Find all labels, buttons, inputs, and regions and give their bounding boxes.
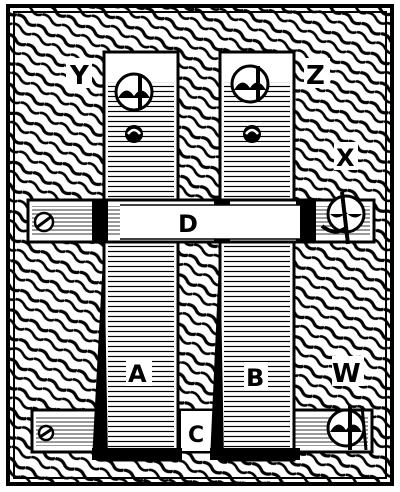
screw-top-right [232,66,268,102]
label-X: X [336,144,355,172]
screw-top-left [116,74,152,110]
label-D: D [178,210,198,238]
cross-bar-D [28,200,374,242]
strip-A [92,52,182,460]
strip-B [210,52,300,460]
label-C: C [188,423,205,448]
label-A: A [128,360,147,388]
label-Y: Y [70,61,89,91]
label-B: B [246,364,265,392]
screw-B-middle [243,125,261,143]
label-W: W [332,359,361,389]
label-Z: Z [306,61,325,91]
screw-A-middle [125,125,143,143]
